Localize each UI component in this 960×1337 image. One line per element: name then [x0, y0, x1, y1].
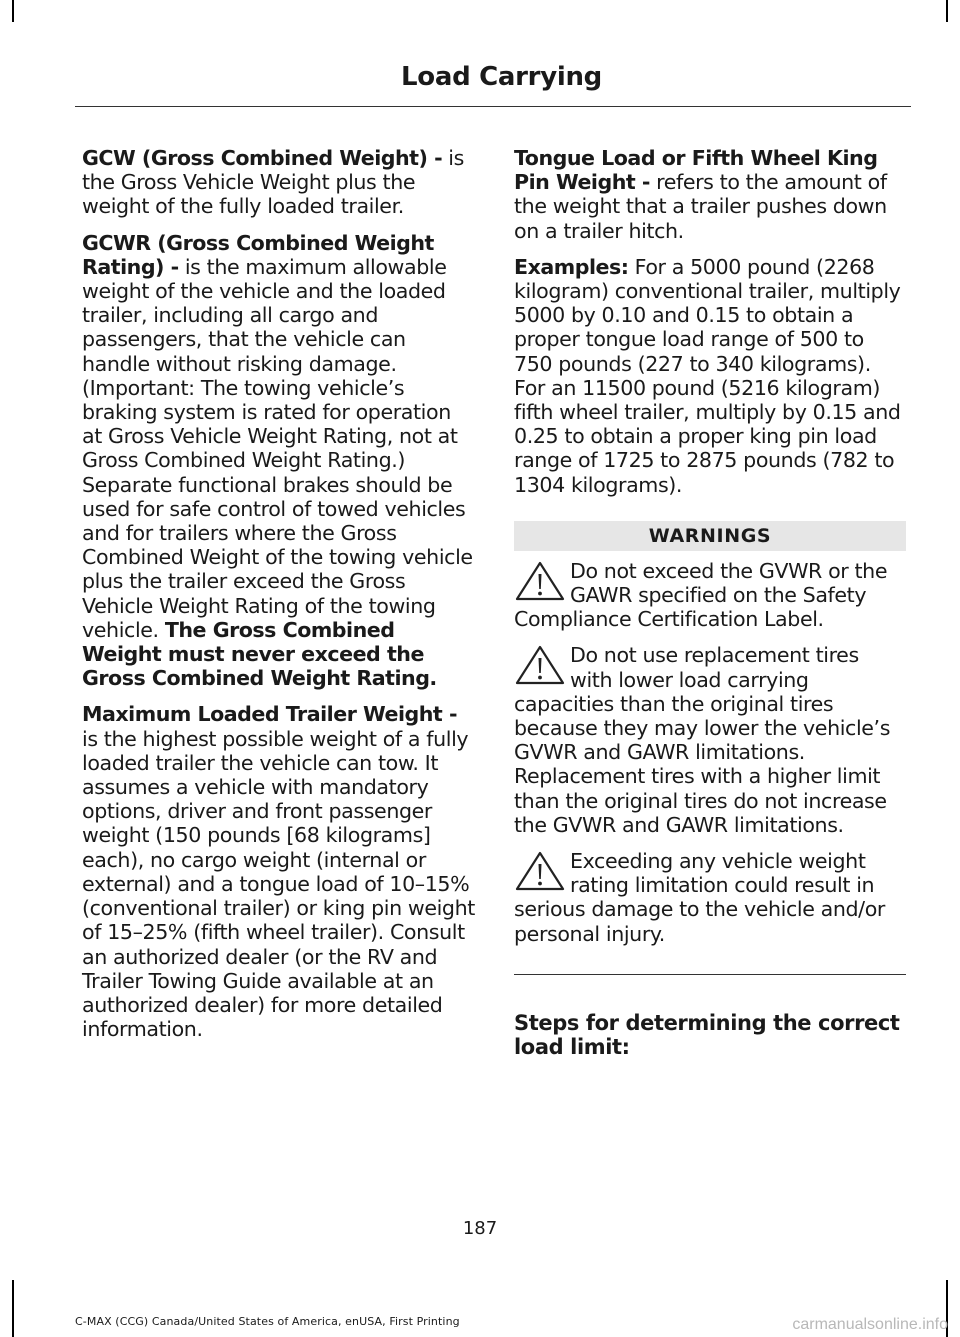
crop-mark — [12, 1280, 14, 1337]
right-column — [514, 146, 906, 1060]
examples-text: For a 5000 pound (2268 kilogram) conventional trailer, multiply 5000 by 0.10 and 0.15 to obtain a proper tongue load range of 500 to 750 pounds (227 to 340 kilograms). For an 11500 pound (5216 kilogram) fifth wheel trailer, multiply by 0.15 and 0.25 to obtain a proper king pin load range of 1725 to 2875 pounds (782 to 1304 kilograms). — [514, 254, 901, 497]
crop-mark — [12, 0, 14, 22]
warning-item — [514, 849, 906, 946]
tongue-load-term: Tongue Load or Fifth Wheel King Pin Weight - — [514, 146, 878, 195]
warning-triangle-icon — [514, 561, 566, 601]
tongue-load-text: refers to the amount of the weight that a trailer pushes down on a trailer hitch. — [514, 170, 887, 243]
max-loaded-trailer-text: is the highest possible weight of a fully loaded trailer the vehicle can tow. It assumes a vehicle with mandatory options, driver and front passenger weight (150 pounds [68 kilograms] each), no cargo weight (internal or external) and a tongue load of 10–15% (conventional trailer) or king pin weight of 15–25% (fifth wheel trailer). Consult an authorized dealer (or the RV and Trailer Towing Guide available at an authorized dealer) for more detailed information. — [82, 726, 475, 1042]
section-divider — [514, 974, 906, 975]
gcwr-text: is the maximum allowable weight of the vehicle and the loaded trailer, including all cargo and passengers, that the vehicle can handle without risking damage. (Important: The towing vehicle’s braking system is rated for operation at Gross Vehicle Weight Rating, not at Gross Combined Weight Rating.) Separate functional brakes should be used for safe control of towed vehicles and for trailers where the Gross Combined Weight of the towing vehicle plus the trailer exceed the Gross Vehicle Weight Rating of the towing vehicle. — [82, 254, 473, 642]
examples-paragraph — [514, 255, 906, 497]
steps-heading: Steps for determining the correct load limit: — [514, 1010, 900, 1060]
gcw-definition — [82, 146, 476, 219]
page-title: Load Carrying — [401, 62, 602, 92]
warning-text: Do not use replacement tires with lower load carrying capacities than the original tires because they may lower the vehicle’s GVWR and GAWR limitations. Replacement tires with a higher limit than the original tires do not increase the GVWR and GAWR limitations. — [514, 643, 891, 837]
examples-term: Examples: — [514, 254, 629, 279]
watermark: carmanualsonline.info — [792, 1316, 948, 1333]
warnings-heading: WARNINGS — [514, 521, 906, 551]
left-column — [82, 146, 476, 1053]
max-loaded-trailer-definition — [82, 702, 476, 1041]
gcw-text: is the Gross Vehicle Weight plus the weight of the fully loaded trailer. — [82, 146, 464, 219]
warning-item — [514, 559, 906, 632]
warning-item — [514, 643, 906, 837]
warning-triangle-icon — [514, 645, 566, 685]
crop-mark — [946, 0, 948, 22]
gcwr-emphasis: The Gross Combined Weight must never exceed the Gross Combined Weight Rating. — [82, 617, 437, 691]
warning-text: Exceeding any vehicle weight rating limitation could result in serious damage to the vehicle and/or personal injury. — [514, 849, 885, 946]
warning-triangle-icon — [514, 851, 566, 891]
tongue-load-definition — [514, 146, 906, 243]
gcwr-term: GCWR (Gross Combined Weight Rating) - — [82, 230, 434, 279]
edition-footer: C-MAX (CCG) Canada/United States of America, enUSA, First Printing — [75, 1315, 460, 1328]
warning-text: Do not exceed the GVWR or the GAWR specified on the Safety Compliance Certification Label. — [514, 558, 888, 632]
page-number: 187 — [462, 1218, 498, 1239]
gcwr-definition — [82, 231, 476, 691]
max-loaded-trailer-term: Maximum Loaded Trailer Weight - — [82, 702, 457, 727]
title-divider — [75, 106, 911, 107]
gcw-term: GCW (Gross Combined Weight) - — [82, 146, 443, 170]
